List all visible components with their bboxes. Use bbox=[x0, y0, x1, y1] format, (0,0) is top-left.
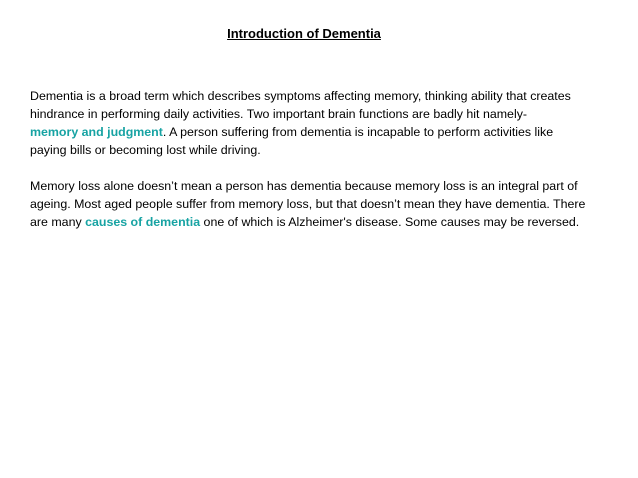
paragraph-intro-line-2: hindrance in performing daily activities. Two important brain functions are badly hit namely- bbox=[30, 107, 528, 121]
paragraph-intro-line-1: Dementia is a broad term which describes symptoms affecting memory, thinking ability that creates bbox=[30, 89, 571, 103]
paragraph-memory-loss-line-2: ageing. Most aged people suffer from memory loss, but that doesn’t mean they have dementia. There bbox=[30, 197, 586, 211]
paragraph-memory-loss-line-3-text: one of which is Alzheimer's disease. Some causes may be reversed. bbox=[200, 215, 580, 229]
paragraph-memory-loss-line-3 bbox=[30, 213, 620, 231]
document-body bbox=[30, 87, 620, 249]
paragraph-memory-loss-line-3-start: are many bbox=[30, 215, 86, 229]
paragraph-intro-line-4: paying bills or becoming lost while driving. bbox=[30, 143, 261, 157]
causes-of-dementia-link[interactable]: causes of dementia bbox=[85, 215, 201, 229]
paragraph-intro-line-3-text: . A person suffering from dementia is incapable to perform activities like bbox=[162, 125, 554, 139]
memory-and-judgment-link[interactable]: memory and judgment bbox=[30, 125, 163, 139]
paragraph-intro-line-3 bbox=[30, 123, 620, 141]
paragraph-memory-loss bbox=[30, 177, 620, 231]
page-title: Introduction of Dementia bbox=[227, 26, 381, 41]
paragraph-intro bbox=[30, 87, 620, 159]
paragraph-memory-loss-line-1: Memory loss alone doesn’t mean a person has dementia because memory loss is an integral part of bbox=[30, 179, 578, 193]
